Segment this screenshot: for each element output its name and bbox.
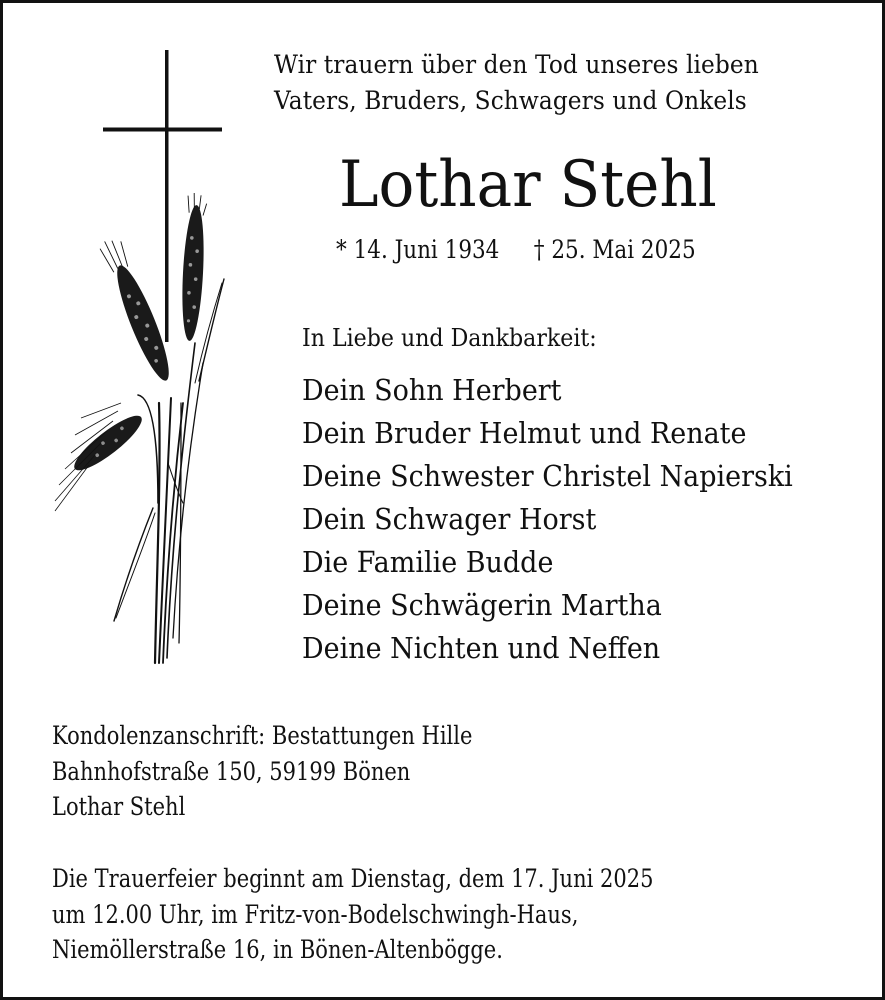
cross-wheat-icon [43,43,243,673]
condolence-address [52,718,472,825]
address-line: Kondolenzanschrift: Bestattungen Hille [52,721,473,750]
thanks-heading: In Liebe und Dankbarkeit: [302,324,597,352]
deceased-name: Lothar Stehl [339,148,717,222]
address-line: Bahnhofstraße 150, 59199 Bönen [52,756,411,786]
ceremony-info [52,861,653,968]
mourner: Dein Schwager Horst [302,502,597,536]
intro-text [274,47,759,119]
ceremony-line: um 12.00 Uhr, im Fritz-von-Bodelschwingh-Haus, [52,899,579,929]
mourner: Deine Schwägerin Martha [302,588,662,622]
mourner: Deine Nichten und Neffen [302,631,661,665]
address-line: Lothar Stehl [52,792,186,821]
intro-line: Wir trauern über den Tod unseres lieben [274,50,759,79]
intro-line: Vaters, Bruders, Schwagers und Onkels [274,86,747,115]
mourner: Dein Sohn Herbert [302,373,562,407]
ceremony-line: Niemöllerstraße 16, in Bönen-Altenbögge. [52,935,503,964]
mourner: Die Familie Budde [302,545,554,579]
death-date: † 25. Mai 2025 [533,235,696,264]
birth-date: * 14. Juni 1934 [336,235,500,264]
life-dates [336,232,696,268]
mourner: Dein Bruder Helmut und Renate [302,416,747,450]
mourner: Deine Schwester Christel Napierski [302,459,793,493]
mourners-list [302,369,793,670]
ceremony-line: Die Trauerfeier beginnt am Dienstag, dem 17. Juni 2025 [52,864,654,893]
